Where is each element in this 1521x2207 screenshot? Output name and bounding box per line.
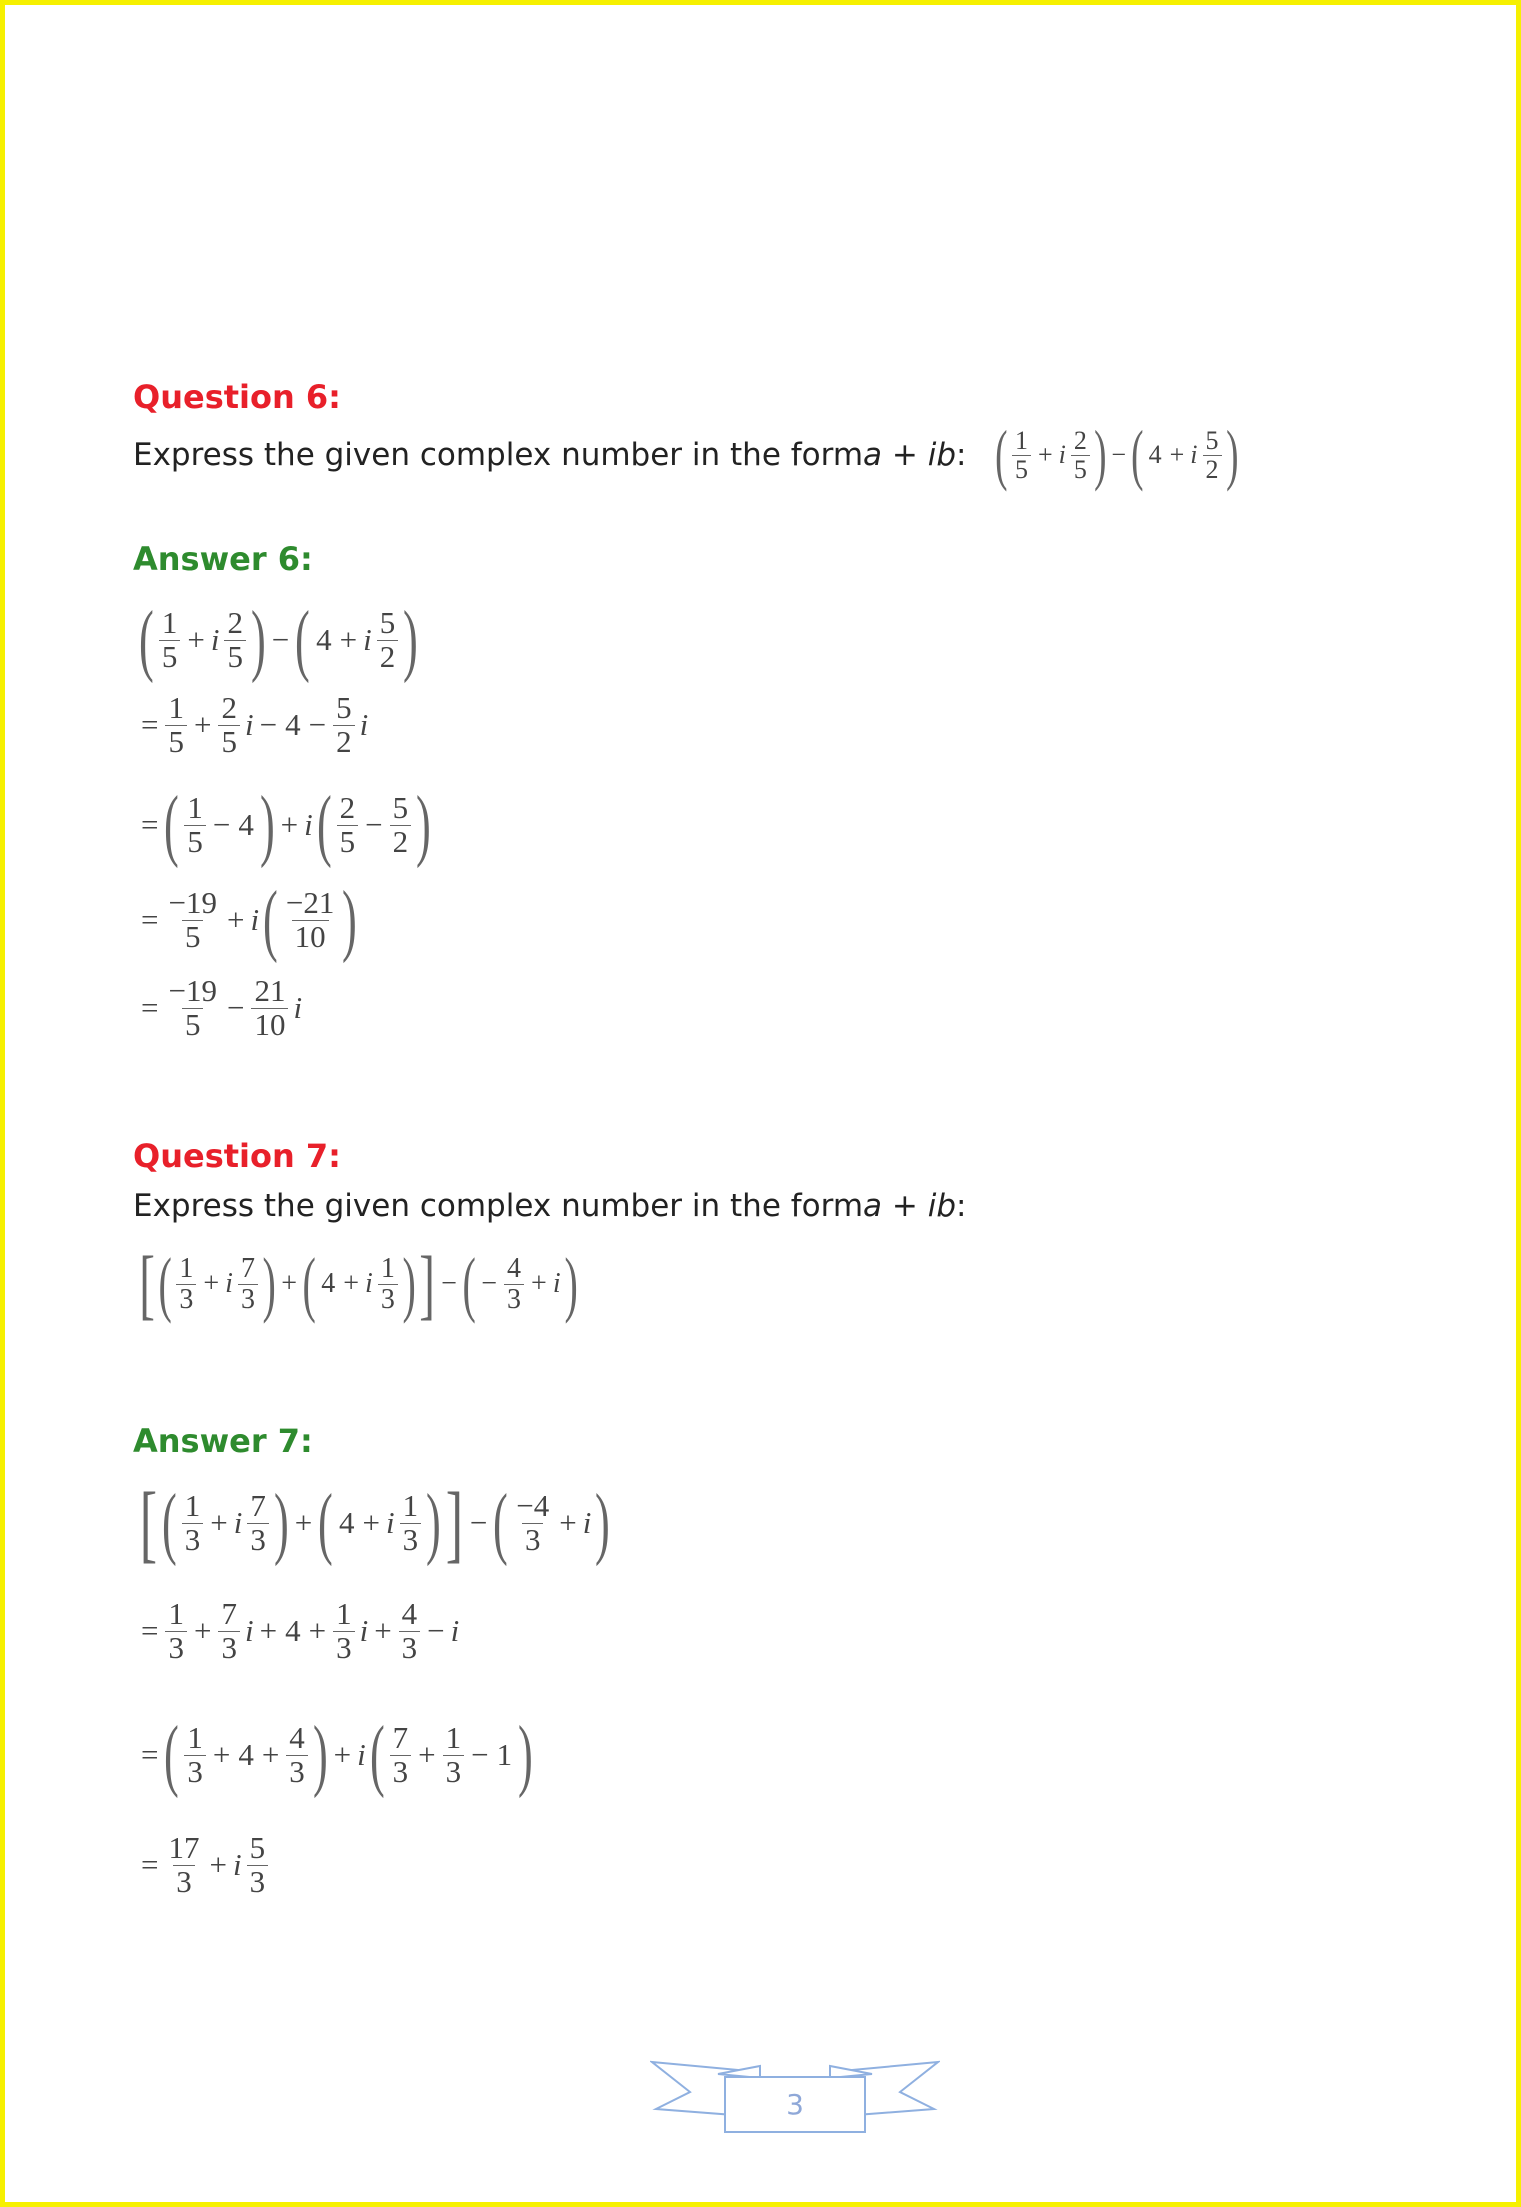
- left-paren: (: [263, 875, 278, 964]
- answer-6-line: [137, 780, 433, 869]
- math-symbol: +: [212, 1737, 231, 1773]
- numerator: 1: [161, 605, 178, 641]
- fraction: [333, 692, 355, 758]
- fraction: [333, 1598, 355, 1664]
- numerator: 7: [250, 1488, 266, 1524]
- left-paren: (: [139, 595, 154, 684]
- math-symbol: +: [374, 1613, 392, 1649]
- math-symbol: =: [141, 707, 159, 743]
- math-symbol: +: [362, 1505, 381, 1541]
- fraction: [390, 792, 412, 858]
- math-symbol: 4: [316, 622, 332, 658]
- denominator: 5: [1071, 455, 1090, 483]
- fraction: [224, 607, 246, 673]
- math-symbol: −: [308, 707, 327, 743]
- form-ib: ib: [927, 437, 957, 473]
- imaginary-unit: i: [365, 1268, 373, 1300]
- fraction: [238, 1254, 258, 1314]
- imaginary-unit: i: [293, 990, 303, 1026]
- numerator: 5: [392, 790, 409, 826]
- imaginary-unit: i: [250, 902, 260, 938]
- numerator: 5: [249, 1830, 266, 1865]
- numerator: 7: [392, 1720, 409, 1756]
- fraction: [337, 792, 359, 858]
- denominator: 3: [399, 1631, 421, 1665]
- numerator: 21: [254, 973, 286, 1008]
- left-bracket: [: [139, 1240, 155, 1327]
- fraction: [247, 1832, 269, 1898]
- math-symbol: 4: [238, 807, 254, 843]
- imaginary-unit: i: [363, 622, 372, 658]
- denominator: 5: [165, 725, 187, 759]
- fraction: [218, 1598, 240, 1664]
- right-paren: ): [262, 1242, 276, 1324]
- imaginary-unit: i: [210, 622, 220, 658]
- denominator: 3: [173, 1865, 195, 1899]
- math-symbol: +: [1169, 440, 1185, 469]
- math-symbol: −: [427, 1613, 445, 1649]
- math-symbol: −: [271, 622, 290, 658]
- denominator: 3: [443, 1755, 465, 1789]
- numerator: 1: [445, 1720, 462, 1756]
- fraction: [184, 1722, 206, 1788]
- denominator: 3: [247, 1865, 269, 1899]
- math-symbol: −: [259, 707, 278, 743]
- numerator: 4: [507, 1253, 522, 1285]
- imaginary-unit: i: [386, 1505, 395, 1541]
- question-7-heading: Question 7:: [133, 1137, 341, 1175]
- fraction: [504, 1254, 524, 1314]
- numerator: 1: [187, 1720, 203, 1756]
- fraction: [286, 1722, 308, 1788]
- answer-6-line: [137, 875, 359, 964]
- math-symbol: 4: [1148, 440, 1162, 469]
- math-symbol: −: [365, 807, 383, 843]
- fraction: [1012, 427, 1031, 483]
- answer-7-line: [137, 1598, 461, 1664]
- imaginary-unit: i: [304, 807, 313, 843]
- fraction: [443, 1722, 465, 1788]
- fraction: [513, 1490, 552, 1556]
- fraction: [400, 1490, 422, 1556]
- math-symbol: −: [471, 1737, 489, 1773]
- numerator: 5: [1205, 426, 1219, 456]
- math-symbol: −: [226, 990, 245, 1026]
- math-symbol: +: [210, 1505, 228, 1541]
- left-paren: (: [318, 1478, 333, 1568]
- right-paren: ): [342, 875, 358, 964]
- math-symbol: +: [280, 807, 299, 843]
- math-symbol: +: [281, 1268, 297, 1300]
- denominator: 3: [247, 1523, 269, 1557]
- math-symbol: =: [141, 990, 159, 1026]
- math-symbol: =: [141, 807, 159, 843]
- left-paren: (: [462, 1242, 476, 1324]
- fraction: [378, 1254, 398, 1314]
- denominator: 2: [390, 825, 412, 859]
- form-a: a: [863, 437, 883, 473]
- denominator: 10: [251, 1008, 288, 1042]
- math-symbol: 4: [238, 1737, 254, 1773]
- fraction: [165, 975, 219, 1041]
- imaginary-unit: i: [232, 1847, 242, 1883]
- fraction: [182, 1490, 204, 1556]
- denominator: 3: [333, 1631, 355, 1665]
- math-symbol: +: [203, 1268, 220, 1300]
- right-paren: ): [250, 595, 266, 684]
- page-number: 3: [786, 2088, 804, 2121]
- imaginary-unit: i: [1058, 440, 1066, 469]
- left-paren: (: [493, 1478, 509, 1568]
- denominator: 3: [400, 1523, 422, 1557]
- answer-6-heading: Answer 6:: [133, 540, 313, 578]
- right-paren: ): [564, 1242, 578, 1324]
- denominator: 3: [218, 1631, 240, 1665]
- numerator: 2: [339, 790, 356, 826]
- math-symbol: +: [333, 1737, 352, 1773]
- left-paren: (: [995, 417, 1008, 493]
- numerator: 1: [179, 1253, 194, 1285]
- numerator: 2: [1073, 426, 1087, 456]
- denominator: 3: [378, 1284, 398, 1314]
- form-colon: :: [956, 1188, 967, 1224]
- denominator: 3: [238, 1284, 258, 1314]
- question-6-heading: Question 6:: [133, 378, 341, 416]
- right-paren: ): [416, 780, 431, 869]
- left-paren: (: [164, 780, 180, 869]
- fraction: [165, 887, 219, 953]
- denominator: 2: [1203, 455, 1222, 483]
- math-symbol: =: [141, 902, 159, 938]
- numerator: 5: [336, 690, 352, 725]
- left-bracket: [: [139, 1475, 158, 1571]
- numerator: −19: [168, 885, 217, 921]
- fraction: [1203, 427, 1222, 483]
- right-paren: ): [1093, 417, 1107, 493]
- math-symbol: −: [469, 1505, 488, 1541]
- imaginary-unit: i: [244, 1613, 254, 1649]
- numerator: 7: [240, 1253, 255, 1285]
- imaginary-unit: i: [552, 1268, 561, 1300]
- math-symbol: +: [339, 622, 358, 658]
- numerator: −4: [516, 1488, 550, 1524]
- fraction: [377, 607, 399, 673]
- numerator: 5: [379, 605, 396, 641]
- denominator: 3: [390, 1755, 412, 1789]
- right-paren: ): [402, 1242, 416, 1324]
- denominator: 3: [504, 1284, 524, 1314]
- math-symbol: 4: [285, 1613, 301, 1649]
- right-bracket: ]: [445, 1475, 464, 1571]
- form-ib: ib: [927, 1188, 957, 1224]
- denominator: 5: [182, 920, 204, 954]
- imaginary-unit: i: [357, 1737, 366, 1773]
- right-bracket: ]: [419, 1240, 435, 1327]
- numerator: 7: [221, 1596, 237, 1631]
- form-plus: +: [882, 437, 928, 473]
- numerator: 17: [168, 1830, 200, 1865]
- numerator: 1: [184, 1488, 201, 1524]
- right-paren: ): [426, 1478, 441, 1568]
- imaginary-unit: i: [1190, 440, 1198, 469]
- math-symbol: 4: [285, 707, 301, 743]
- math-symbol: +: [1037, 440, 1053, 469]
- math-symbol: +: [418, 1737, 436, 1773]
- numerator: 4: [401, 1596, 418, 1631]
- form-colon: :: [956, 437, 967, 473]
- answer-7-line: [137, 1710, 535, 1799]
- denominator: 5: [182, 1008, 204, 1042]
- imaginary-unit: i: [225, 1268, 233, 1300]
- fraction: [390, 1722, 412, 1788]
- question-7-prompt: [133, 1188, 966, 1224]
- right-paren: ): [518, 1710, 533, 1799]
- math-symbol: 1: [496, 1737, 513, 1773]
- math-symbol: +: [193, 1613, 212, 1649]
- numerator: 1: [1014, 426, 1028, 456]
- denominator: 3: [165, 1631, 187, 1665]
- prompt-text: Express the given complex number in the form: [133, 437, 864, 473]
- imaginary-unit: i: [233, 1505, 243, 1541]
- denominator: 5: [159, 640, 181, 674]
- question-7-expression: [137, 1240, 579, 1327]
- imaginary-unit: i: [582, 1505, 592, 1541]
- prompt-text: Express the given complex number in the form: [133, 1188, 864, 1224]
- math-symbol: +: [559, 1505, 577, 1541]
- answer-6-line: [137, 975, 304, 1041]
- denominator: 5: [184, 825, 206, 859]
- math-symbol: −: [481, 1268, 498, 1300]
- denominator: 2: [333, 725, 355, 759]
- math-symbol: +: [226, 902, 245, 938]
- math-symbol: 4: [339, 1505, 355, 1541]
- fraction: [218, 692, 240, 758]
- denominator: 5: [224, 640, 246, 674]
- math-symbol: +: [259, 1613, 278, 1649]
- math-symbol: +: [193, 707, 212, 743]
- form-a: a: [863, 1188, 883, 1224]
- denominator: 5: [337, 825, 359, 859]
- form-plus: +: [882, 1188, 928, 1224]
- fraction: [399, 1598, 421, 1664]
- left-paren: (: [295, 595, 311, 684]
- numerator: 2: [227, 605, 243, 641]
- fraction: [184, 792, 206, 858]
- fraction: [251, 975, 288, 1041]
- numerator: 2: [221, 690, 237, 725]
- imaginary-unit: i: [450, 1613, 460, 1649]
- left-paren: (: [158, 1242, 172, 1324]
- math-symbol: +: [531, 1268, 547, 1300]
- fraction: [176, 1254, 196, 1314]
- math-symbol: −: [212, 807, 231, 843]
- left-paren: (: [1131, 417, 1144, 493]
- math-symbol: =: [141, 1613, 159, 1649]
- denominator: 10: [292, 920, 329, 954]
- denominator: 2: [377, 640, 399, 674]
- fraction: [1071, 427, 1090, 483]
- left-paren: (: [369, 1710, 385, 1799]
- numerator: −21: [285, 885, 335, 921]
- left-paren: (: [302, 1242, 316, 1324]
- denominator: 3: [522, 1523, 544, 1557]
- right-paren: ): [1225, 417, 1238, 493]
- denominator: 3: [286, 1755, 308, 1789]
- right-paren: ): [595, 1478, 611, 1568]
- fraction: [159, 607, 181, 673]
- math-symbol: 4: [321, 1268, 336, 1300]
- left-paren: (: [161, 1478, 177, 1568]
- left-paren: (: [316, 780, 332, 869]
- numerator: 1: [402, 1488, 419, 1524]
- numerator: −19: [168, 973, 217, 1008]
- fraction: [165, 1832, 202, 1898]
- denominator: 3: [184, 1755, 206, 1789]
- denominator: 3: [176, 1284, 196, 1314]
- answer-6-line: [137, 692, 370, 758]
- math-symbol: =: [141, 1847, 159, 1883]
- fraction: [247, 1490, 269, 1556]
- imaginary-unit: i: [244, 707, 254, 743]
- answer-7-heading: Answer 7:: [133, 1422, 313, 1460]
- numerator: 4: [289, 1720, 305, 1756]
- math-symbol: +: [261, 1737, 280, 1773]
- right-paren: ): [273, 1478, 289, 1568]
- imaginary-unit: i: [359, 707, 369, 743]
- denominator: 5: [1012, 455, 1031, 483]
- denominator: 5: [218, 725, 240, 759]
- denominator: 3: [182, 1523, 204, 1557]
- imaginary-unit: i: [359, 1613, 369, 1649]
- left-paren: (: [164, 1710, 180, 1799]
- math-symbol: +: [343, 1268, 360, 1300]
- numerator: 1: [336, 1596, 352, 1631]
- math-symbol: +: [308, 1613, 327, 1649]
- math-symbol: +: [209, 1847, 227, 1883]
- numerator: 1: [168, 690, 184, 725]
- right-paren: ): [403, 595, 419, 684]
- question-6-prompt: [133, 417, 1239, 493]
- fraction: [283, 887, 337, 953]
- answer-6-line: [137, 595, 420, 684]
- numerator: 1: [168, 1596, 184, 1631]
- right-paren: ): [312, 1710, 328, 1799]
- page-number-banner: [650, 2052, 940, 2157]
- math-symbol: +: [294, 1505, 313, 1541]
- fraction: [165, 692, 187, 758]
- math-symbol: −: [441, 1268, 457, 1300]
- math-symbol: +: [187, 622, 205, 658]
- fraction: [165, 1598, 187, 1664]
- right-paren: ): [259, 780, 275, 869]
- answer-7-line: [137, 1832, 271, 1898]
- numerator: 1: [187, 790, 203, 826]
- answer-7-line: [137, 1475, 612, 1571]
- question-6-expression: [994, 417, 1239, 493]
- numerator: 1: [380, 1253, 395, 1285]
- math-symbol: −: [1111, 440, 1127, 469]
- math-symbol: =: [141, 1737, 159, 1773]
